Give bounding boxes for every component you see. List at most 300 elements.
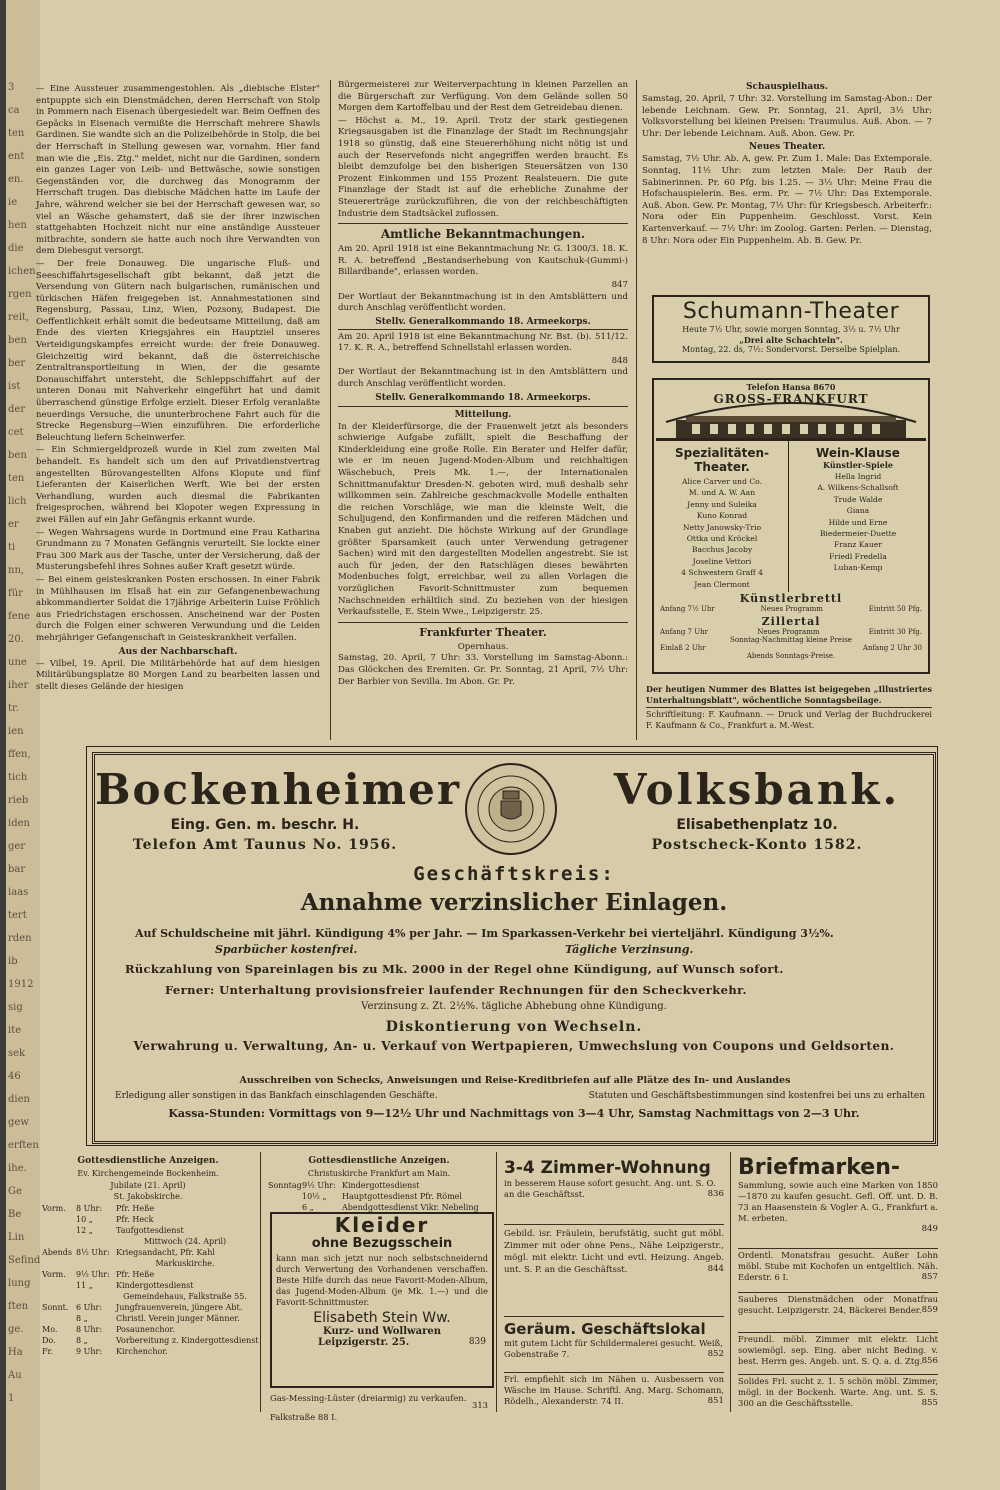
monatsfrau-text: Ordentl. Monatsfrau gesucht. Außer Lohn möbl. Stube mit Kochofen un entgeltlich. Näh. Ederstr. 6 I.	[738, 1250, 938, 1282]
left-edge-fragments	[6, 0, 40, 1490]
kleider-text: kann man sich jetzt nur noch selbstschneidernd durch Verwertung des Vorhandenen verschaffen. Beste Hilfe durch das neue Favorit-Moden-Album, das Jugend-Moden-Album (je Mk. 1.—) und die Favorit-Schnittmuster.	[276, 1253, 488, 1307]
neues-theater-title: Neues Theater.	[748, 142, 826, 153]
gf-right-item: Franz Kauer	[834, 540, 882, 550]
schedule-cell	[42, 1313, 76, 1324]
gk1-title: Gottesdienstliche Anzeigen.	[77, 1156, 219, 1166]
schedule-cell: Abends	[42, 1247, 73, 1257]
wohnung-ad	[504, 1158, 724, 1210]
schauspielhaus-title: Schauspielhaus.	[746, 82, 828, 92]
bank-telefon: Telefon Amt Taunus No. 1956.	[132, 837, 398, 853]
schedule-cell	[42, 1280, 76, 1291]
rule	[338, 406, 628, 407]
schedule-cell	[268, 1191, 302, 1202]
gf-right-items	[792, 471, 924, 574]
schedule-cell	[268, 1202, 302, 1213]
gas-number: 313	[472, 1400, 488, 1410]
schedule-cell: Mo.	[42, 1324, 58, 1334]
amtliche-title: Amtliche Bekanntmachungen.	[380, 227, 586, 242]
beilage-notice: Der heutigen Nummer des Blattes ist beigegeben „Illustriertes Unterhaltungsblatt", wöchentliche Sonntagsbeilage.	[646, 684, 932, 705]
gf-divider	[788, 438, 789, 592]
gf-left-item: 4 Schwestern Graff 4	[681, 568, 763, 578]
article-wahrsagen: — Wegen Wahrsagens wurde in Dortmund eine Frau Katharina Grundmann zu 7 Monaten Gefängnis verurteilt. Sie lockte einer Frau 300 Mark aus der Tasche, unter der Versicherung, daß der Musterungsbefehl ihres Sohnes außer Kraft gesetzt würde.	[36, 527, 320, 573]
bottom-rule-2	[496, 1152, 497, 1412]
article-hoechst: — Höchst a. M., 19. April. Trotz der stark gestiegenen Kriegsausgaben ist die Finanzlage der Stadt im Rechnungsjahr 1918 so günstig, daß eine Steuererhöhung nicht nötig ist und auch der Reservefonds nicht angegriffen werden braucht. Es bleibt demzufolge bei den bisherigen Steuersätzen von 130 Prozent Einkommen und 155 Prozent Realsteuern. Die gute Finanzlage der Stadt ist auf die erhebliche Zunahme der Steuererträge zurückzuführen, die von der reichbeschäftigten Industrie dem Stadtsäckel zuflossen.	[338, 115, 628, 219]
schedule-cell: Mittwoch (24. April)	[143, 1236, 227, 1246]
gf-right-item: Hella Ingrid	[834, 472, 882, 481]
amtl-bekanntmachung-1: Am 20. April 1918 ist eine Bekanntmachung Nr. G. 1300/3. 18. K. R. A. betreffend „Bestandserhebung von Kautschuk-(Gummi-) Billardbande", erlassen worden.	[338, 244, 628, 278]
rule	[338, 223, 628, 224]
schauspielhaus-program: Samstag, 20. April, 7 Uhr: 32. Vorstellung im Samstag-Abon.: Der lebende Leichnam. Gew. Pr. Sonntag, 21. April, 3½ Uhr: Volksvorstellung bei kleinen Preisen: Traumulus. Auß. Abon. — 7 Uhr: Der lebende Leichnam. Auß. Abon. Gew. Pr.	[642, 94, 932, 139]
nachbarschaft-title: Aus der Nachbarschaft.	[118, 646, 238, 657]
wohnung-text: in besserem Hause sofort gesucht. Ang. unt. S. O. an die Geschäftsst.	[504, 1178, 716, 1199]
edge-fragment: dien	[8, 1094, 30, 1105]
edge-fragment: die	[8, 243, 24, 254]
schedule-cell	[76, 1291, 116, 1302]
edge-fragment: ca	[8, 105, 20, 116]
schedule-row	[42, 1335, 259, 1346]
gf-left-item: Kuno Konrad	[696, 511, 748, 521]
schedule-cell	[42, 1236, 76, 1247]
schedule-cell: Markuskirche.	[155, 1258, 215, 1268]
edge-fragment: ite	[8, 1025, 22, 1036]
edge-fragment: en.	[8, 174, 24, 185]
edge-fragment: nn,	[8, 565, 25, 576]
zimmer-number: 856	[921, 1356, 938, 1366]
schedule-row	[42, 1324, 254, 1335]
schedule-cell: 9 Uhr:	[76, 1346, 103, 1356]
gottesdienst-christuskirche	[268, 1154, 490, 1214]
amtl-wortlaut-2: Der Wortlaut der Bekanntmachung ist in den Amtsblättern und durch Anschlag veröffentlicht worden.	[338, 367, 628, 390]
edge-fragment: ihe.	[8, 1163, 27, 1174]
schedule-row	[42, 1236, 254, 1247]
edge-fragment: ger	[8, 841, 26, 852]
mitteilung-text: In der Kleiderfürsorge, die der Frauenwelt jetzt als besonders schwierige Aufgabe zufällt, spielt die Beschaffung der Kinderkleidung eine große Rolle. Ein Berater und Helfer dafür, wie er im neuen Jugend-Moden-Album und reichhaltigen Wäschebuch, Preis Mk. 1.—, der Internationalen Schnittmanufaktur Dresden-N. geboten wird, muß deshalb sehr willkommen sein. Zahlreiche geschmackvolle Modelle enthalten die reichen Vorschläge, wie man die kleinste Welt, die Schuljugend, den Konfirmanden und die reiferen Mädchen und Knaben gut anzieht. Die höchste Wirkung auf der Grundlage größter Sparsamkeit (auch unter Verwendung getragener Sachen) wird mit den dargestellten Modellen angestrebt. Sie ist auch für jeden, der den Ratschlägen dieses bewährten Modenbuches folgt, erreichbar, weil zu allen Vorlagen die vorzüglichen Favorit-Schnittmuster zum bequemen Nachschneiden erhältlich sind. Zu beziehen von der hiesigen Verkaufsstelle, E. Stein Wwe., Leipzigerstr. 25.	[338, 421, 628, 618]
schedule-row	[42, 1313, 254, 1324]
mitteilung-title: Mitteilung.	[454, 409, 512, 420]
schedule-row	[42, 1269, 254, 1280]
gf-zillertal-line-2	[654, 636, 928, 644]
schedule-cell: Hauptgottesdienst Pfr. Römel	[342, 1191, 462, 1201]
rule	[338, 329, 628, 330]
edge-fragment: ib	[8, 956, 18, 967]
column-rule-1	[330, 80, 331, 740]
gf-zt-item: Einlaß 2 Uhr	[660, 644, 706, 652]
schedule-cell	[42, 1214, 76, 1225]
solides-text: Solides Frl. sucht z. 1. 5 schön möbl. Zimmer, mögl. in der Bockenh. Warte. Ang. unt. S. S. 300 an die Geschäftsstelle.	[738, 1376, 938, 1408]
bank-kassastunden: Kassa-Stunden: Vormittags von 9—12½ Uhr und Nachmittags von 3—4 Uhr, Samstag Nachmittags von 2—3 Uhr.	[168, 1107, 860, 1120]
edge-fragment: ti	[8, 542, 16, 553]
kleider-address: Leipzigerstr. 25.	[318, 1337, 410, 1348]
edge-fragment: cet	[8, 427, 24, 438]
article-posten: — Bei einem geisteskranken Posten erschossen. In einer Fabrik in Mühlhausen im Elsaß hat ein zur Gefangenenbewachung abkommandierter Soldat die 17jährige Arbeiterin Luise Fröhlich aus Friedrichstagen erschossen. Anscheinend war der Posten durch die Folgen einer schweren Verwundung und die Leiden mehrjähriger Gefangenschaft in Geisteskrankheit verfallen.	[36, 574, 320, 643]
gross-frankfurt-ad	[652, 378, 930, 674]
gf-zillertal-line-1	[654, 628, 928, 636]
zimmer-ad	[738, 1334, 938, 1374]
edge-fragment: er	[8, 519, 19, 530]
edge-fragment: ben	[8, 450, 27, 461]
gk1-date: Jubilate (21. April)	[110, 1180, 186, 1190]
rule	[738, 1248, 938, 1249]
fraeulein-number: 844	[707, 1264, 724, 1274]
gf-bottom	[654, 592, 928, 660]
opernhaus-subtitle: Opernhaus.	[457, 641, 509, 652]
schedule-cell: Sonnt.	[42, 1302, 69, 1312]
edge-fragment: bar	[8, 864, 26, 875]
edge-fragment: ten	[8, 128, 25, 139]
column-2	[338, 80, 628, 744]
amtl-wortlaut-1: Der Wortlaut der Bekanntmachung ist in den Amtsblättern und durch Anschlag veröffentlicht worden.	[338, 291, 628, 314]
gf-zt-item: Neues Programm	[757, 628, 820, 636]
edge-fragment: fene	[8, 611, 30, 622]
volksbank-ad	[92, 752, 936, 1144]
schedule-cell: Taufgottesdienst	[116, 1225, 184, 1235]
gk1-church: St. Jakobskirche.	[113, 1192, 183, 1202]
gf-kb-item: Eintritt 50 Pfg.	[868, 605, 922, 613]
gf-left-item: Netty Janowsky-Trio	[682, 522, 762, 532]
schedule-cell: Do.	[42, 1335, 56, 1345]
edge-fragment: Sefind	[8, 1255, 41, 1266]
edge-fragment: une	[8, 657, 27, 668]
edge-fragment: Be	[8, 1209, 22, 1220]
schumann-theater-ad	[652, 295, 930, 363]
briefmarken-ad	[738, 1156, 938, 1246]
gf-left-item: Jenny und Suleika	[687, 499, 757, 509]
dienstmaedchen-ad	[738, 1294, 938, 1330]
gf-right-item: Trude Walde	[833, 494, 883, 504]
gf-zillertal-line-4: Abends Sonntags-Preise.	[746, 652, 836, 660]
schedule-cell: Pfr. Heße	[116, 1269, 155, 1279]
gf-right-subtitle: Künstler-Spiele	[823, 460, 893, 470]
rule	[504, 1372, 724, 1373]
schedule-cell: Abendgottesdienst Vikr. Nebeling	[342, 1202, 479, 1212]
gas-text: Gas-Messing-Lüster (dreiarmig) zu verkaufen. Falkstraße 88 I.	[270, 1393, 467, 1422]
gf-left-item: Joseline Vettori	[692, 556, 752, 566]
kleider-address-row	[272, 1337, 492, 1348]
gk2-subtitle: Christuskirche Frankfurt am Main.	[307, 1169, 451, 1178]
edge-fragment: lich	[8, 496, 27, 507]
edge-fragment: iden	[8, 818, 30, 829]
edge-fragment: Ge	[8, 1186, 22, 1197]
article-vilbel-continued: Bürgermeisterei zur Weiterverpachtung in kleinen Parzellen an die Bürgerschaft zur Verfügung. Von dem Gelände sollen 50 Morgen dem Kartoffelbau und der Rest dem Getreidebau dienen.	[338, 80, 628, 114]
edge-fragment: ien	[8, 726, 24, 737]
column-rule-2	[636, 80, 637, 740]
gf-zt-item: Sonntag-Nachmittag kleine Preise	[730, 636, 852, 644]
schumann-line-2: „Drei alte Schachteln".	[739, 335, 843, 345]
impressum: Schriftleitung: F. Kaufmann. — Druck und Verlag der Buchdruckerei F. Kaufmann & Co., Frankfurt a. M.-West.	[646, 710, 932, 730]
edge-fragment: sig	[8, 1002, 23, 1013]
bank-diskontierung: Diskontierung von Wechseln.	[385, 1019, 643, 1035]
gf-left-item: Ottka und Kröckel	[686, 534, 758, 544]
amtl-number-1: 847	[611, 279, 628, 290]
gk2-title: Gottesdienstliche Anzeigen.	[308, 1156, 450, 1166]
schedule-row	[42, 1302, 254, 1313]
schedule-cell: Kindergottesdienst	[342, 1180, 420, 1190]
bank-subtitle-right: Elisabethenplatz 10.	[676, 817, 838, 833]
gf-kuenstlerbrettl-title: Künstlerbrettl	[739, 592, 843, 605]
gf-right-item: A. Wilkens-Schallsoft	[817, 483, 899, 493]
schedule-cell: 12 „	[76, 1225, 93, 1235]
edge-fragment: 20.	[8, 634, 24, 645]
schedule-row	[42, 1291, 254, 1302]
lokal-title: Geräum. Geschäftslokal	[504, 1320, 706, 1338]
schedule-cell	[42, 1225, 76, 1236]
gf-left-item: Jean Clermont	[694, 579, 750, 589]
bank-line-verwahrung: Verwahrung u. Verwaltung, An- u. Verkauf von Wertpapieren, Umwechslung von Coupons und Geldsorten.	[133, 1039, 895, 1053]
amtl-signature-1: Stellv. Generalkommando 18. Armeekorps.	[375, 316, 591, 327]
schedule-cell: 8 Uhr:	[76, 1203, 103, 1213]
schedule-row	[268, 1180, 490, 1191]
schedule-row	[42, 1346, 254, 1357]
gf-right-item: Luban-Kemp	[833, 563, 883, 573]
edge-fragment: 3	[8, 82, 15, 93]
dienstmaedchen-number: 859	[921, 1305, 938, 1315]
schedule-cell: Kirchenchor.	[116, 1346, 168, 1356]
schumann-line-1: Heute 7½ Uhr, sowie morgen Sonntag, 3½ u. 7½ Uhr	[682, 325, 900, 334]
article-vilbel: — Vilbel, 19. April. Die Militärbehörde hat auf dem hiesigen Militärübungsplatze 80 Morgen Land zu bearbeiten lassen und stellt dieses Gelände der hiesigen	[36, 658, 320, 692]
schedule-cell: 10½ „	[302, 1191, 327, 1201]
amtl-signature-2: Stellv. Generalkommando 18. Armeekorps.	[375, 392, 591, 403]
lokal-number: 852	[707, 1349, 724, 1359]
gk1-schedule	[42, 1203, 259, 1357]
schedule-cell: 6 „	[302, 1202, 314, 1212]
rule	[504, 1224, 724, 1225]
fraeulein-text: Gebild. isr. Fräulein, berufstätig, sucht gut möbl. Zimmer mit oder ohne Pens., Nähe Leipzigerstr., mögl. mit elektr. Licht und evtl. Heizung. Angeb. unt. S. P. an die Geschäftsst.	[504, 1229, 724, 1275]
edge-fragment: ichen	[8, 266, 36, 277]
schumann-line-3: Montag, 22. ds, 7½: Sondervorst. Derselbe Spielplan.	[681, 345, 901, 354]
zimmer-text: Freundl. möbl. Zimmer mit elektr. Licht sowiemögl. sep. Eing. aber nicht Beding. v. best. Herrn ges. Angeb. unt. S. Q. a. d. Ztg.	[738, 1334, 938, 1366]
edge-fragment: lung	[8, 1278, 31, 1289]
bank-line-erledigung: Erledigung aller sonstigen in das Bankfach einschlagenden Geschäfte.	[115, 1091, 438, 1101]
edge-fragment: ten	[8, 473, 25, 484]
edge-fragment: ften	[8, 1301, 29, 1312]
rule	[738, 1292, 938, 1293]
edge-fragment: 1912	[8, 979, 34, 990]
lokal-text: mit gutem Licht für Schildermalerei gesucht. Weiß, Gobenstraße 7.	[504, 1338, 723, 1359]
amtl-bekanntmachung-2: Am 20. April 1918 ist eine Bekanntmachung Nr. Bst. (b). 511/12. 17. K. R. A., betreffend Schnellstahl erlassen worden.	[338, 331, 628, 354]
gf-zt-item: Anfang 2 Uhr 30	[862, 644, 922, 652]
gf-left-item: Bacchus Jacoby	[691, 545, 753, 555]
edge-fragment: ent	[8, 151, 25, 162]
schedule-row	[268, 1191, 490, 1202]
gf-kuenstlerbrettl-line	[654, 605, 928, 613]
schedule-cell: 9½ Uhr:	[302, 1180, 336, 1190]
bank-subtitle-left: Eing. Gen. m. beschr. H.	[170, 817, 360, 833]
schedule-row	[268, 1202, 490, 1213]
edge-fragment: ie	[8, 197, 18, 208]
wohnung-title: 3-4 Zimmer-Wohnung	[504, 1158, 711, 1178]
gas-ad	[270, 1386, 490, 1422]
edge-fragment: ber	[8, 358, 26, 369]
gf-left-title: Spezialitäten-Theater.	[674, 446, 770, 474]
bank-line-ferner: Ferner: Unterhaltung provisionsfreier laufender Rechnungen für den Scheckverkehr.	[165, 983, 747, 997]
gf-zt-item: Eintritt 30 Pfg.	[868, 628, 922, 636]
schedule-cell	[42, 1291, 76, 1302]
bottom-rule-3	[730, 1152, 731, 1412]
kleider-title: Kleider	[334, 1213, 430, 1237]
briefmarken-title: Briefmarken-	[738, 1155, 901, 1180]
dienstmaedchen-text: Sauberes Dienstmädchen oder Monatfrau gesucht. Leipzigerstr. 24, Bäckerei Bender.	[738, 1294, 938, 1315]
schedule-cell: Pfr. Heße	[116, 1203, 155, 1213]
edge-fragment: rden	[8, 933, 32, 944]
edge-fragment: 46	[8, 1071, 21, 1082]
solides-number: 855	[921, 1398, 938, 1408]
gf-kb-item: Neues Programm	[760, 605, 823, 613]
schedule-cell: Jungfrauenverein, jüngere Abt.	[116, 1302, 243, 1312]
schedule-cell: Vorbereitung z. Kindergottesdienst	[116, 1335, 259, 1345]
schedule-cell: 8 „	[76, 1335, 88, 1345]
gf-left-item: Alice Carver und Co.	[681, 477, 763, 486]
schedule-row	[42, 1280, 254, 1291]
edge-fragment: gew	[8, 1117, 29, 1128]
bank-postscheck: Postscheck-Konto 1582.	[651, 837, 863, 853]
edge-fragment: Au	[8, 1370, 22, 1381]
schedule-cell: Vorm.	[42, 1269, 66, 1279]
edge-fragment: erften	[8, 1140, 39, 1151]
schedule-cell: Fr.	[42, 1346, 54, 1356]
gk1-subtitle: Ev. Kirchengemeinde Bockenheim.	[77, 1169, 219, 1178]
briefmarken-text: Sammlung, sowie auch eine Marken von 1850—1870 zu kaufen gesucht. Gefl. Off. unt. D. B. 73 an Haasenstein & Vogler A. G., Frankfurt a. M. erbeten.	[738, 1180, 938, 1223]
gf-right-item: Friedl Fredella	[829, 551, 887, 561]
schedule-row	[42, 1225, 254, 1236]
kleider-shop-sub: Kurz- und Wollwaren	[322, 1326, 441, 1337]
naeherin-ad	[504, 1374, 724, 1414]
schedule-cell: Kriegsandacht, Pfr. Kahl	[116, 1247, 215, 1257]
schedule-cell	[76, 1258, 116, 1269]
edge-fragment: iher	[8, 680, 29, 691]
schedule-cell	[76, 1236, 116, 1247]
bank-line-schecks: Ausschreiben von Schecks, Anweisungen und Reise-Kreditbriefen auf alle Plätze des In- und Auslandes	[239, 1075, 791, 1086]
schedule-cell: 8½ Uhr:	[76, 1247, 110, 1257]
bank-line-rueckzahlung: Rückzahlung von Spareinlagen bis zu Mk. 2000 in der Regel ohne Kündigung, auf Wunsch sofort.	[125, 962, 784, 976]
bank-name-left: Bockenheimer	[95, 765, 461, 814]
schedule-cell: Christl. Verein junger Männer.	[116, 1313, 240, 1323]
gf-zillertal-title: Zillertal	[761, 615, 821, 628]
edge-fragment: hen	[8, 220, 27, 231]
monatsfrau-number: 857	[921, 1272, 938, 1282]
bank-sparbuecher: Sparbücher kostenfrei.	[215, 943, 358, 956]
frankfurter-theater-title: Frankfurter Theater.	[419, 625, 547, 639]
briefmarken-number: 849	[921, 1224, 938, 1234]
edge-fragment: ge.	[8, 1324, 24, 1335]
gf-right-title: Wein-Klause	[816, 446, 900, 460]
bank-line-verzinsung: Verzinsung z. Zt. 2½%. tägliche Abhebung ohne Kündigung.	[361, 1001, 667, 1012]
gf-right-item: Hilde und Erne	[828, 517, 888, 527]
gf-kb-item: Anfang 7½ Uhr	[660, 605, 715, 613]
schedule-cell: 9½ Uhr:	[76, 1269, 110, 1279]
edge-fragment: rieb	[8, 795, 29, 806]
edge-fragment: ist	[8, 381, 21, 392]
gf-zillertal-line-3	[654, 644, 928, 652]
rule	[738, 1332, 938, 1333]
edge-fragment: der	[8, 404, 26, 415]
article-schmiergeld: — Ein Schmiergeldprozeß wurde in Kiel zum zweiten Mal behandelt. Es handelt sich um den auf Privatdienstvertrag angestellten Bürovangestellten Alfons Klopute und fünf Lieferanten der Kaiserlichen Werft. Wie bei der ersten Verhandlung, wurden auch diesmal die Fabrikanten freigesprochen, während bei Klopoter wegen Expressung in zwei Fällen auf ein Jahr Gefängnis erkannt wurde.	[36, 445, 320, 525]
bank-line-schuldscheine: Auf Schuldscheine mit jährl. Kündigung 4% per Jahr. — Im Sparkassen-Verkehr bei vierteljährl. Kündigung 3½%.	[135, 927, 834, 940]
gf-right-item: Giana	[846, 506, 870, 516]
fraeulein-ad	[504, 1228, 724, 1314]
bottom-rule-1	[260, 1152, 261, 1412]
naeherin-text: Frl. empfiehlt sich im Nähen u. Ausbessern von Wäsche im Hause. Schriftl. Ang. Marg. Schomann, Rödelh., Alexanderstr. 74 II.	[504, 1374, 724, 1406]
monatsfrau-ad	[738, 1250, 938, 1290]
schedule-cell: 10 „	[76, 1214, 93, 1224]
article-donauweg: — Der freie Donauweg. Die ungarische Fluß- und Seeschiffahrtsgesellschaft gibt bekannt, daß jetzt die Versendung von Gütern nach bulgarischen, rumänischen und türkischen Häfen freigegeben ist. Annahmestationen sind Regensburg, Passau, Linz, Wien, Pozsony, Budapest. Die Oeffentlichkeit erhält somit die bedeutsame Mitteilung, daß am Ende des vierten Kriegsjahres ein Hauptziel unseres Verteidigungskampfes erreicht wurde: der freie Donauweg. Gleichzeitig wird bekannt, daß die österreichische Zentraltransportleitung in Wien, der die gesamte Donauschiffahrt untersteht, die Schleppschiffahrt auf der unteren Donau mit Nahverkehr eingeführt hat und damit überraschend günstige Erfolge erzielt. Dieser Erfolg veranlaßte neuerdings Versuche, die ununterbrochene Fahrt auch für die Strecke Regensburg—Wien einzuführen. Die erforderliche Beleuchtung liefern Scheinwerfer.	[36, 258, 320, 443]
schedule-cell: Vorm.	[42, 1203, 66, 1213]
solides-ad	[738, 1376, 938, 1414]
article-aussteuer: — Eine Aussteuer zusammengestohlen. Als „diebische Elster" entpuppte sich ein Dienstmädchen, deren Herrschaft von Stolp in Pommern nach Eisenach übergesiedelt war. Beim Oeffnen des Gepäcks in Eisenach vermißte die Herrschaft mehrere Shawls Gardinen. Sie wandte sich an die Polizeibehörde in Stolp, die bei der Herrschaft in Stellung gewesen war, vornahm. Hier fand man wie die „Eis. Ztg." meldet, nicht nur die Gardinen, sondern ein ganzes Lager von Leib- und Bettwäsche, sowie sonstigen Gegenständen vor, die durchweg das Monogramm der Herrschaft trugen. Das diebische Mädchen hatte im Laufe der Jahre, während welcher sie bei der Herrschaft gewesen war, so viel an Wäsche gehamstert, daß sie der ihrer inzwischen stattgehabten Hochzeit nicht nur eine anständige Aussteuer mitbrachte, sondern sie hatte auch noch ihre Verwandten von dem Diebesgut versorgt.	[36, 84, 320, 257]
edge-fragment: tr.	[8, 703, 19, 714]
naeherin-number: 851	[707, 1396, 724, 1406]
edge-fragment: ben	[8, 335, 27, 346]
kleider-subtitle: ohne Bezugsschein	[311, 1236, 453, 1251]
edge-fragment: für	[8, 588, 23, 599]
gf-right-item: Biedermeier-Duette	[819, 529, 897, 539]
schedule-cell: Kindergottesdienst	[116, 1280, 194, 1290]
bank-line-statuten: Statuten und Geschäftsbestimmungen sind kostenfrei bei uns zu erhalten	[588, 1091, 925, 1101]
schedule-cell: Gemeindehaus, Falkstraße 55.	[123, 1291, 247, 1301]
gk2-schedule	[268, 1180, 490, 1213]
schedule-row	[42, 1214, 254, 1225]
bank-seal-icon	[463, 761, 559, 857]
bank-annahme: Annahme verzinslicher Einlagen.	[300, 889, 728, 916]
schedule-cell	[42, 1258, 76, 1269]
opernhaus-program: Samstag, 20. April, 7 Uhr: 33. Vorstellung im Samstag-Abonn.: Das Glöckchen des Eremiten. Gr. Pr. Sonntag, 21 April, 7½ Uhr: Der Barbier von Sevilla. Im Abon. Gr. Pr.	[338, 653, 628, 687]
wohnung-number: 836	[707, 1189, 724, 1199]
kleider-ad	[270, 1212, 494, 1388]
edge-fragment: rgen	[8, 289, 32, 300]
schedule-cell: Sonntag	[268, 1180, 302, 1190]
gf-right-column	[792, 446, 924, 574]
rule	[338, 622, 628, 623]
schedule-row	[42, 1258, 254, 1269]
bank-geschaeftskreis: Geschäftskreis:	[413, 863, 615, 885]
edge-fragment: sek	[8, 1048, 26, 1059]
gf-telefon: Telefon Hansa 8670	[746, 382, 836, 392]
gf-left-items	[658, 476, 786, 590]
gf-left-item: M. und A. W. Aan	[688, 488, 756, 498]
newspaper-page	[6, 0, 1000, 1490]
column-3-bottom	[646, 684, 932, 742]
amtl-number-2: 848	[611, 355, 628, 366]
rule	[504, 1316, 724, 1317]
gf-zt-item: Anfang 7 Uhr	[660, 628, 708, 636]
gf-left-column	[658, 446, 786, 590]
edge-fragment: Ha	[8, 1347, 23, 1358]
schedule-cell: Posaunenchor.	[116, 1324, 175, 1334]
kleider-shop: Elisabeth Stein Ww.	[313, 1310, 451, 1326]
edge-fragment: reit,	[8, 312, 30, 323]
neues-theater-program: Samstag, 7½ Uhr. Ab. A, gew. Pr. Zum 1. Male: Das Extemporale. Sonntag, 11½ Uhr: zum letzten Male: Der Raub der Sabinerinnen. Pr. 60 Pfg. bis 1.25. — 3½ Uhr: Meine Frau die Hofschauspielerin. Bes. erm. Pr. — 7½ Uhr: Das Extemporale. Auß. Abon. Gew. Pr. Montag, 7½ Uhr: für Kriegsbesch. Arbeiterfr.: Nora oder Ein Puppenheim. Geschlosst. Vorst. Kein Kartenverkauf. — 7½ Uhr: im Zoolog. Garten: Perlen. — Dienstag, 8 Uhr: Nora oder Ein Puppenheim. Ab. B. Gew. Pr.	[642, 154, 932, 246]
edge-fragment: iaas	[8, 887, 29, 898]
edge-fragment: tich	[8, 772, 28, 783]
schedule-cell: 8 „	[76, 1313, 88, 1323]
edge-fragment: Lin	[8, 1232, 25, 1243]
schedule-cell: 8 Uhr:	[76, 1324, 103, 1334]
rule	[646, 707, 932, 708]
geschaeftslokal-ad	[504, 1320, 724, 1370]
column-1	[36, 84, 320, 744]
gf-logo: GROSS-FRANKFURT	[713, 392, 869, 406]
edge-fragment: tert	[8, 910, 27, 921]
rule	[738, 1374, 938, 1375]
schumann-title: Schumann-Theater	[682, 299, 900, 324]
schedule-cell: 11 „	[76, 1280, 93, 1290]
bank-verzinsung-taeglich: Tägliche Verzinsung.	[565, 943, 694, 956]
kleider-number: 839	[468, 1337, 486, 1347]
gottesdienst-bockenheim	[42, 1154, 259, 1404]
schedule-cell: Pfr. Heck	[116, 1214, 154, 1224]
edge-fragment: 1	[8, 1393, 15, 1404]
bank-name-right: Volksbank.	[613, 765, 901, 814]
edge-fragment: ffen,	[8, 749, 31, 760]
